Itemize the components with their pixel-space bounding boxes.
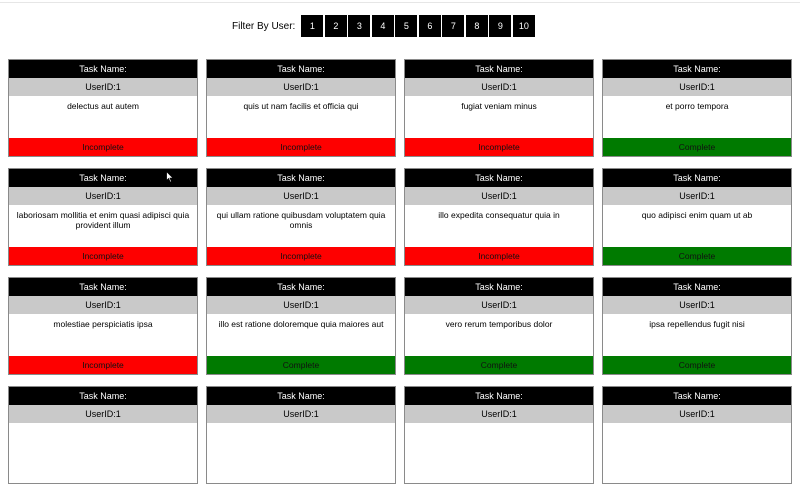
task-name-header: Task Name: xyxy=(9,387,197,405)
task-status-toggle[interactable]: Complete xyxy=(603,247,791,265)
task-status-toggle[interactable] xyxy=(207,465,395,483)
user-id-label: UserID:1 xyxy=(405,405,593,423)
task-name-header: Task Name: xyxy=(207,278,395,296)
task-title: laboriosam mollitia et enim quasi adipisci quia provident illum xyxy=(16,210,190,230)
user-id-label: UserID:1 xyxy=(207,187,395,205)
task-status-toggle[interactable]: Incomplete xyxy=(405,138,593,156)
task-card xyxy=(206,277,396,375)
task-status-toggle[interactable] xyxy=(405,465,593,483)
task-card xyxy=(206,386,396,484)
task-card xyxy=(8,59,198,157)
task-name-header: Task Name: xyxy=(603,169,791,187)
user-id-label: UserID:1 xyxy=(405,187,593,205)
task-title: delectus aut autem xyxy=(67,101,139,111)
task-title: fugiat veniam minus xyxy=(461,101,537,111)
task-title xyxy=(405,423,593,465)
task-name-header: Task Name: xyxy=(603,278,791,296)
task-grid xyxy=(8,59,792,484)
task-title xyxy=(603,423,791,465)
task-name-header: Task Name: xyxy=(405,60,593,78)
user-id-label: UserID:1 xyxy=(603,405,791,423)
filter-user-button[interactable]: 7 xyxy=(442,15,464,37)
filter-user-button[interactable]: 8 xyxy=(466,15,488,37)
task-title: illo est ratione doloremque quia maiores aut xyxy=(218,319,384,329)
task-card xyxy=(8,386,198,484)
task-name-header: Task Name: xyxy=(405,169,593,187)
task-card xyxy=(602,277,792,375)
task-title xyxy=(9,423,197,465)
user-id-label: UserID:1 xyxy=(405,78,593,96)
user-id-label: UserID:1 xyxy=(603,296,791,314)
task-status-toggle[interactable] xyxy=(9,465,197,483)
filter-label: Filter By User: xyxy=(232,20,296,32)
user-id-label: UserID:1 xyxy=(9,405,197,423)
task-name-header: Task Name: xyxy=(603,387,791,405)
task-status-toggle[interactable] xyxy=(603,465,791,483)
filter-user-button[interactable]: 3 xyxy=(348,15,370,37)
filter-user-button[interactable]: 5 xyxy=(395,15,417,37)
task-status-toggle[interactable]: Complete xyxy=(603,356,791,374)
user-id-label: UserID:1 xyxy=(207,405,395,423)
task-card xyxy=(602,386,792,484)
user-id-label: UserID:1 xyxy=(603,187,791,205)
task-name-header: Task Name: xyxy=(603,60,791,78)
task-status-toggle[interactable]: Complete xyxy=(405,356,593,374)
user-id-label: UserID:1 xyxy=(207,78,395,96)
task-status-toggle[interactable]: Incomplete xyxy=(405,247,593,265)
task-name-header: Task Name: xyxy=(405,387,593,405)
filter-user-button[interactable]: 4 xyxy=(372,15,394,37)
task-name-header: Task Name: xyxy=(405,278,593,296)
task-card xyxy=(602,59,792,157)
user-id-label: UserID:1 xyxy=(207,296,395,314)
task-card xyxy=(404,59,594,157)
task-name-header: Task Name: xyxy=(9,169,197,187)
filter-user-button[interactable]: 6 xyxy=(419,15,441,37)
task-card xyxy=(206,168,396,266)
task-title: et porro tempora xyxy=(665,101,729,111)
task-name-header: Task Name: xyxy=(207,169,395,187)
task-status-toggle[interactable]: Incomplete xyxy=(9,138,197,156)
task-card xyxy=(404,277,594,375)
task-name-header: Task Name: xyxy=(207,60,395,78)
task-title: vero rerum temporibus dolor xyxy=(445,319,553,329)
task-status-toggle[interactable]: Incomplete xyxy=(9,356,197,374)
user-id-label: UserID:1 xyxy=(9,187,197,205)
task-card xyxy=(602,168,792,266)
task-status-toggle[interactable]: Incomplete xyxy=(207,138,395,156)
user-id-label: UserID:1 xyxy=(9,296,197,314)
task-status-toggle[interactable]: Complete xyxy=(207,356,395,374)
user-id-label: UserID:1 xyxy=(405,296,593,314)
task-name-header: Task Name: xyxy=(9,278,197,296)
task-title: illo expedita consequatur quia in xyxy=(438,210,560,220)
task-title: qui ullam ratione quibusdam voluptatem quia omnis xyxy=(216,210,386,230)
task-title: quis ut nam facilis et officia qui xyxy=(243,101,359,111)
task-card xyxy=(8,277,198,375)
filter-user-button[interactable]: 2 xyxy=(325,15,347,37)
task-title: quo adipisci enim quam ut ab xyxy=(641,210,753,220)
user-id-label: UserID:1 xyxy=(603,78,791,96)
task-name-header: Task Name: xyxy=(207,387,395,405)
task-card xyxy=(404,168,594,266)
task-card xyxy=(404,386,594,484)
task-title xyxy=(207,423,395,465)
mouse-pointer-icon xyxy=(166,171,174,183)
filter-user-button[interactable]: 1 xyxy=(301,15,323,37)
task-name-header: Task Name: xyxy=(9,60,197,78)
user-id-label: UserID:1 xyxy=(9,78,197,96)
task-card xyxy=(206,59,396,157)
user-filter-bar xyxy=(232,15,536,37)
task-status-toggle[interactable]: Incomplete xyxy=(9,247,197,265)
task-title: molestiae perspiciatis ipsa xyxy=(53,319,153,329)
task-title: ipsa repellendus fugit nisi xyxy=(649,319,745,329)
filter-user-button[interactable]: 9 xyxy=(489,15,511,37)
top-divider xyxy=(0,2,800,3)
task-status-toggle[interactable]: Complete xyxy=(603,138,791,156)
task-status-toggle[interactable]: Incomplete xyxy=(207,247,395,265)
filter-user-button[interactable]: 10 xyxy=(513,15,535,37)
